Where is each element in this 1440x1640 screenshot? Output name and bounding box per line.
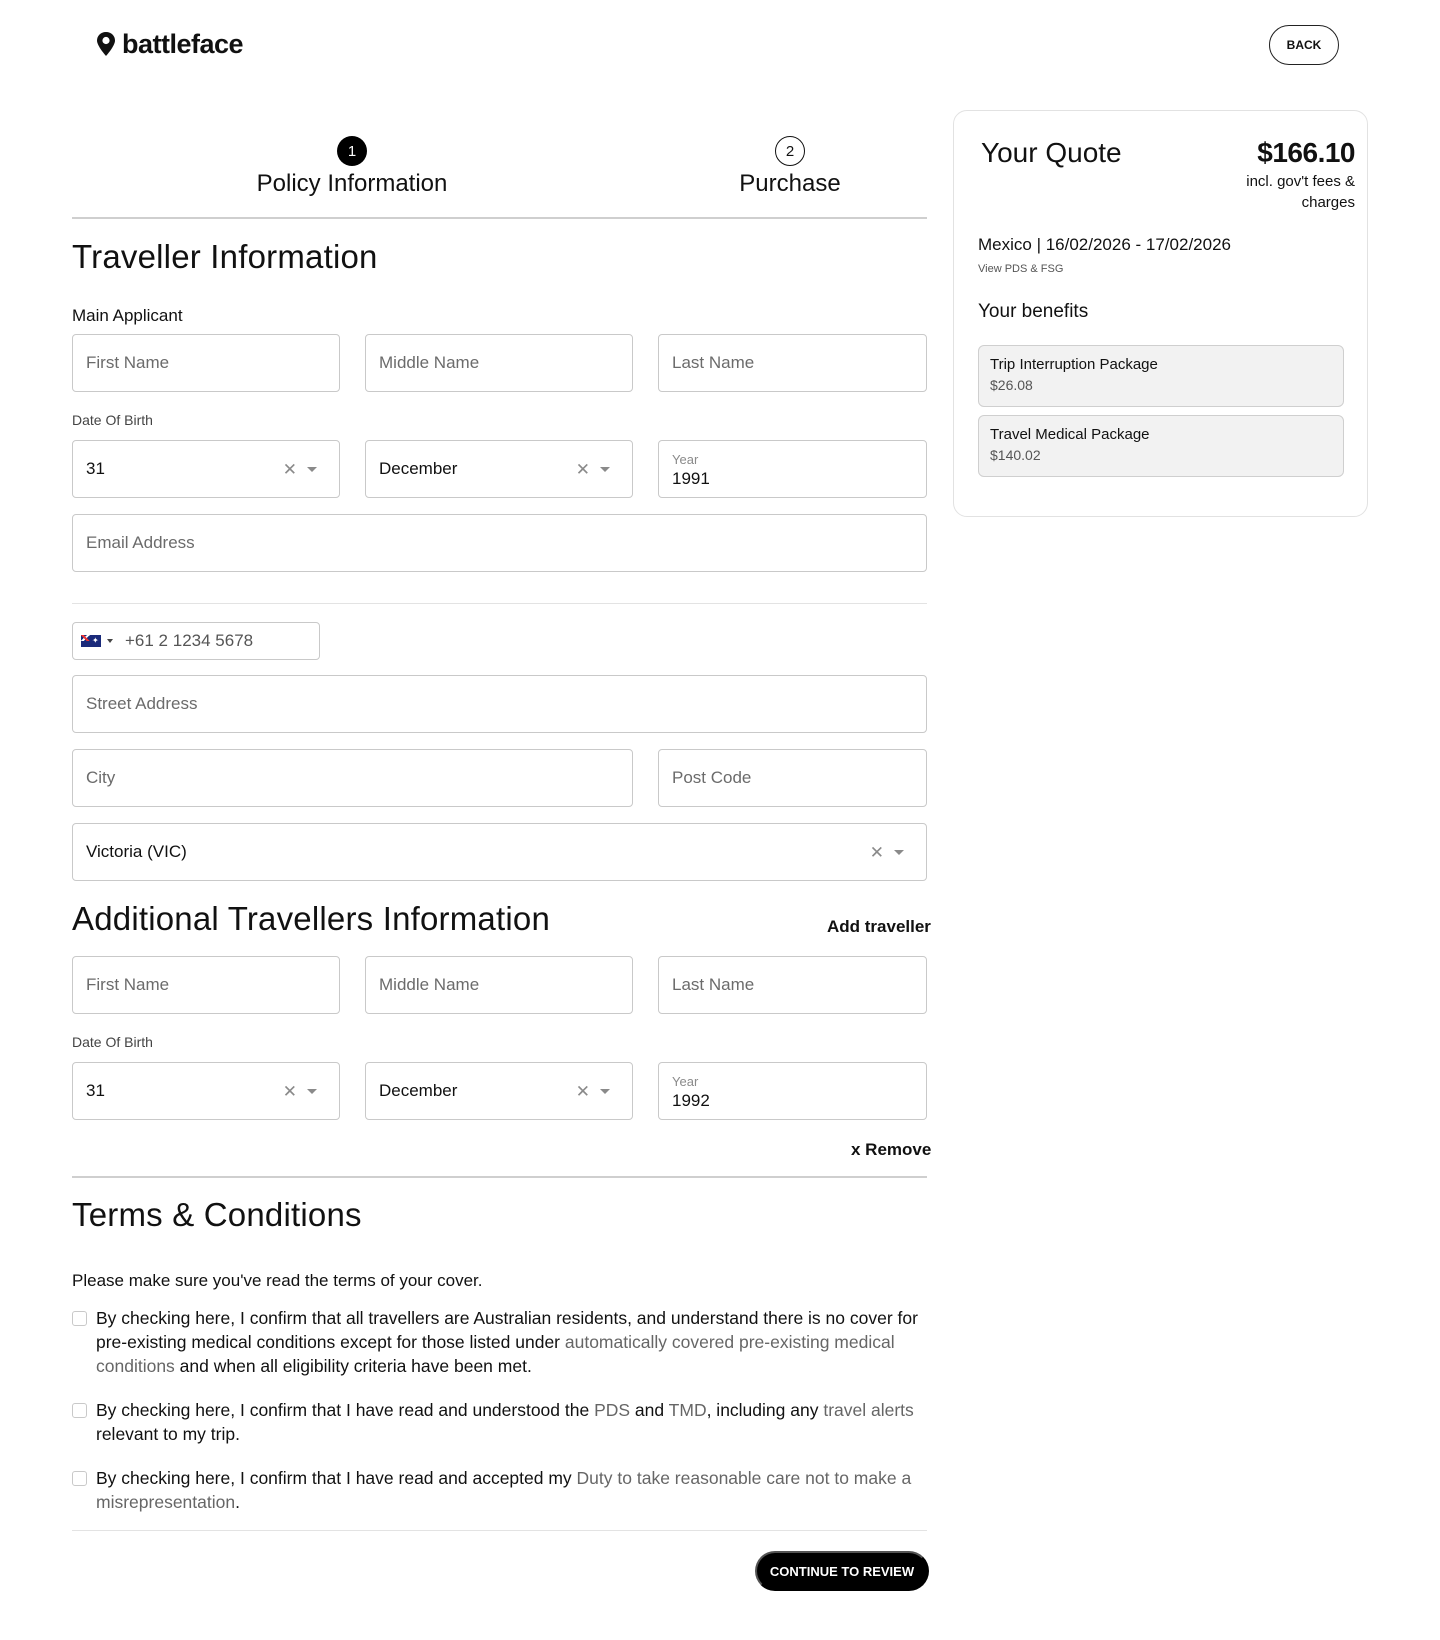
dob-day-select[interactable] <box>72 440 340 498</box>
terms-check-row-1 <box>72 1306 932 1378</box>
step-number-1: 1 <box>337 136 367 166</box>
terms-text-2 <box>96 1398 932 1446</box>
last-name-placeholder: Last Name <box>672 975 755 994</box>
step-indicator <box>72 136 927 219</box>
middle-name-placeholder: Middle Name <box>379 975 480 994</box>
dob-day-value: 31 <box>86 459 105 478</box>
pds-checkbox[interactable] <box>72 1403 87 1418</box>
dob-month-value: December <box>379 459 458 478</box>
additional-middle-name-input[interactable] <box>365 956 633 1014</box>
middle-name-input[interactable] <box>365 334 633 392</box>
terms-text: and when all eligibility criteria have been met. <box>174 1356 532 1376</box>
step-policy-information <box>202 136 502 198</box>
first-name-placeholder: First Name <box>86 353 170 372</box>
view-pds-link[interactable]: View PDS & FSG <box>978 263 1064 275</box>
benefit-item <box>978 345 1344 407</box>
quote-card <box>953 110 1368 517</box>
section-divider <box>72 603 927 604</box>
email-input[interactable] <box>72 514 927 572</box>
postcode-placeholder: Post Code <box>672 768 752 787</box>
pre-existing-conditions-link[interactable]: automatically covered pre-existing medical conditions <box>96 1332 895 1376</box>
continue-to-review-button[interactable]: CONTINUE TO REVIEW <box>755 1551 929 1591</box>
terms-text: By checking here, I confirm that I have read and understood the <box>96 1400 595 1420</box>
chevron-down-icon[interactable] <box>600 1089 610 1094</box>
additional-dob-month-select[interactable] <box>365 1062 633 1120</box>
chevron-down-icon[interactable] <box>307 1089 317 1094</box>
duty-of-care-link[interactable]: Duty to take reasonable care not to make a misrepresentation <box>96 1468 912 1512</box>
trip-summary: Mexico | 16/02/2026 - 17/02/2026 <box>978 235 1231 254</box>
last-name-placeholder: Last Name <box>672 353 755 372</box>
additional-dob-label: Date Of Birth <box>72 1034 153 1050</box>
additional-last-name-input[interactable] <box>658 956 927 1014</box>
additional-first-name-input[interactable] <box>72 956 340 1014</box>
additional-travellers-heading: Additional Travellers Information <box>72 900 550 937</box>
clear-icon[interactable]: ✕ <box>282 1081 297 1101</box>
middle-name-placeholder: Middle Name <box>379 353 480 372</box>
add-traveller-button[interactable]: Add traveller <box>827 917 931 936</box>
terms-heading: Terms & Conditions <box>72 1196 362 1233</box>
brand-name: battleface <box>122 28 244 59</box>
benefits-heading: Your benefits <box>978 301 1089 322</box>
terms-text: relevant to my trip. <box>96 1424 240 1444</box>
terms-text: , including any <box>706 1400 824 1420</box>
quote-fees-note: incl. gov't fees & charges <box>1246 173 1355 211</box>
benefit-name: Trip Interruption Package <box>990 356 1158 373</box>
terms-check-row-3 <box>72 1466 932 1514</box>
travel-alerts-link[interactable]: travel alerts <box>823 1400 914 1420</box>
chevron-down-icon[interactable] <box>307 467 317 472</box>
terms-check-row-2 <box>72 1398 932 1446</box>
street-placeholder: Street Address <box>86 694 198 713</box>
section-divider <box>72 1176 927 1178</box>
main-applicant-label: Main Applicant <box>72 306 183 325</box>
back-button[interactable]: BACK <box>1269 25 1339 65</box>
benefit-name: Travel Medical Package <box>990 426 1150 443</box>
clear-icon[interactable]: ✕ <box>575 1081 590 1101</box>
duty-of-care-checkbox[interactable] <box>72 1471 87 1486</box>
city-placeholder: City <box>86 768 116 787</box>
chevron-down-icon[interactable] <box>600 467 610 472</box>
benefit-item <box>978 415 1344 477</box>
pds-link[interactable]: PDS <box>594 1400 631 1420</box>
benefit-price: $26.08 <box>990 377 1033 393</box>
dob-year-input[interactable] <box>658 440 927 498</box>
terms-intro: Please make sure you've read the terms of your cover. <box>72 1271 483 1290</box>
step-label-2: Purchase <box>739 170 841 197</box>
city-input[interactable] <box>72 749 633 807</box>
dob-year-label: Year <box>672 1073 699 1089</box>
chevron-down-icon[interactable] <box>107 639 113 643</box>
step-purchase <box>640 136 940 198</box>
quote-title: Your Quote <box>981 137 1122 168</box>
location-pin-icon <box>96 31 116 57</box>
dob-month-select[interactable] <box>365 440 633 498</box>
dob-year-value: 1992 <box>672 1090 710 1110</box>
phone-placeholder: +61 2 1234 5678 <box>125 631 254 650</box>
australia-flag-icon[interactable] <box>81 635 101 647</box>
email-placeholder: Email Address <box>86 533 195 552</box>
first-name-placeholder: First Name <box>86 975 170 994</box>
dob-year-value: 1991 <box>672 468 710 488</box>
residency-checkbox[interactable] <box>72 1311 87 1326</box>
terms-text: By checking here, I confirm that all travellers are Australian residents, and understand there is no cover for pre-existing medical conditions except for those listed under <box>96 1308 918 1352</box>
clear-icon[interactable]: ✕ <box>282 459 297 479</box>
dob-month-value: December <box>379 1081 458 1100</box>
state-value: Victoria (VIC) <box>86 842 187 861</box>
chevron-down-icon[interactable] <box>894 850 904 855</box>
step-label-1: Policy Information <box>256 170 448 197</box>
terms-text-1 <box>96 1306 932 1378</box>
last-name-input[interactable] <box>658 334 927 392</box>
dob-day-value: 31 <box>86 1081 105 1100</box>
additional-dob-day-select[interactable] <box>72 1062 340 1120</box>
tmd-link[interactable]: TMD <box>668 1400 707 1420</box>
terms-text-3 <box>96 1466 932 1514</box>
terms-text: and <box>630 1400 669 1420</box>
state-select[interactable] <box>72 823 927 881</box>
benefit-price: $140.02 <box>990 447 1041 463</box>
dob-year-label: Year <box>672 451 699 467</box>
brand-logo[interactable] <box>96 28 243 60</box>
terms-text: . <box>235 1492 240 1512</box>
post-code-input[interactable] <box>658 749 927 807</box>
clear-icon[interactable]: ✕ <box>869 842 884 862</box>
additional-dob-year-input[interactable] <box>658 1062 927 1120</box>
remove-traveller-button[interactable]: x Remove <box>851 1140 932 1159</box>
phone-input[interactable] <box>72 622 320 660</box>
dob-label: Date Of Birth <box>72 412 153 428</box>
clear-icon[interactable]: ✕ <box>575 459 590 479</box>
traveller-heading: Traveller Information <box>72 238 378 275</box>
section-divider <box>72 1530 927 1531</box>
terms-text: By checking here, I confirm that I have read and accepted my <box>96 1468 577 1488</box>
first-name-input[interactable] <box>72 334 340 392</box>
step-number-2: 2 <box>775 136 805 166</box>
quote-price: $166.10 <box>1257 137 1355 168</box>
street-address-input[interactable] <box>72 675 927 733</box>
